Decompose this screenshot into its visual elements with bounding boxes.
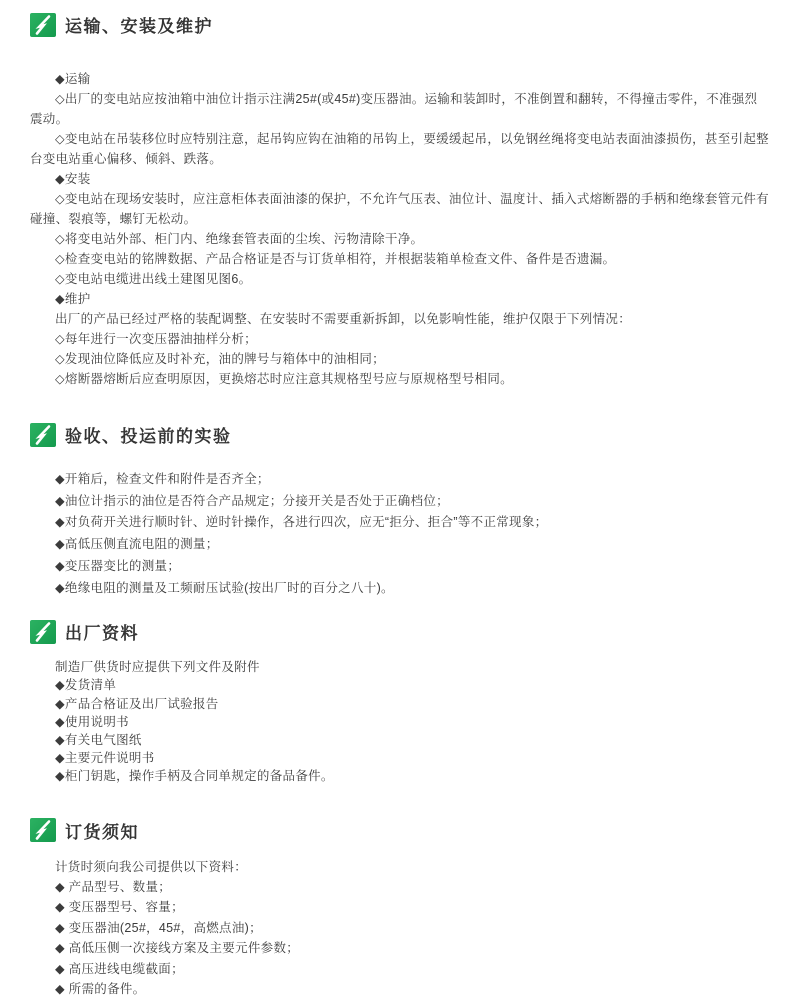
paragraph: ◆ 所需的备件。 [55,982,146,997]
paragraph: ◆有关电气图纸 [55,733,142,748]
section-header [30,818,770,843]
paragraph: ◇出厂的变电站应按油箱中油位计指示注满25#(或45#)变压器油。运输和装卸时，不准倒置和翻转，不得撞击零件，不准强烈震动。 [30,92,758,126]
section-header [30,422,770,447]
paragraph: ◆安装 [55,172,91,186]
paragraph: ◆ 变压器型号、容量； [55,900,184,915]
paragraph: ◆高低压侧直流电阻的测量； [55,537,219,552]
lightning-pulse-icon [30,13,56,37]
paragraph: ◆对负荷开关进行顺时针、逆时针操作，各进行四次，应无“拒分、拒合”等不正常现象； [55,515,548,530]
section-body [30,857,770,999]
paragraph: ◇变电站在吊装移位时应特别注意，起吊钩应钩在油箱的吊钩上，要缓缓起吊，以免钢丝绳将变电站表面油漆损伤，甚至引起整台变电站重心偏移、倾斜、跌落。 [30,132,769,166]
paragraph: ◆发货清单 [55,678,117,693]
paragraph: ◆柜门钥匙，操作手柄及合同单规定的备品备件。 [55,769,334,784]
paragraph: ◆油位计指示的油位是否符合产品规定；分接开关是否处于正确档位； [55,493,449,508]
paragraph: ◇熔断器熔断后应查明原因，更换熔芯时应注意其规格型号应与原规格型号相同。 [55,372,513,386]
section-transport-install-maintain [30,12,770,389]
paragraph: ◆开箱后，检查文件和附件是否齐全； [55,472,270,486]
paragraph: ◇每年进行一次变压器油抽样分析； [55,332,257,346]
paragraph: ◆ 高低压侧一次接线方案及主要元件参数； [55,941,300,956]
paragraph: 计货时须向我公司提供以下资料： [55,859,248,874]
section-body [30,658,770,785]
paragraph: ◆产品合格证及出厂试验报告 [55,696,219,711]
paragraph: ◆ 高压进线电缆截面； [55,961,184,976]
section-title: 验收、投运前的实验 [65,427,232,446]
paragraph: ◆运输 [55,72,91,86]
section-body [30,469,770,599]
lightning-pulse-icon [30,818,56,842]
lightning-pulse-icon [30,620,56,644]
paragraph: ◇变电站电缆进出线土建图见图6。 [55,272,252,286]
section-pre-commissioning-tests [30,422,770,599]
paragraph: ◇变电站在现场安装时，应注意柜体表面油漆的保护，不允许气压表、油位计、温度计、插入式熔断器的手柄和绝缘套管元件有碰撞、裂痕等，螺钉无松动。 [30,192,769,226]
paragraph: ◆变压器变比的测量； [55,558,181,573]
section-title: 订货须知 [65,822,139,842]
paragraph: ◇发现油位降低应及时补充，油的牌号与箱体中的油相同； [55,352,385,366]
paragraph: ◆绝缘电阻的测量及工频耐压试验(按出厂时的百分之八十)。 [55,580,394,595]
section-title: 出厂资料 [65,624,139,644]
paragraph: ◆ 变压器油(25#，45#，高燃点油)； [55,920,262,935]
paragraph: ◆维护 [55,292,91,306]
paragraph: ◆主要元件说明书 [55,751,155,766]
section-factory-documents [30,619,770,785]
paragraph: ◆ 产品型号、数量； [55,880,172,895]
paragraph: 制造厂供货时应提供下列文件及附件 [55,660,260,675]
lightning-pulse-icon [30,423,56,447]
paragraph: 出厂的产品已经过严格的装配调整、在安装时不需要重新拆卸，以免影响性能，维护仅限于下列情况： [55,312,632,326]
paragraph: ◇检查变电站的铭牌数据、产品合格证是否与订货单相符，并根据装箱单检查文件、备件是否遗漏。 [55,252,616,266]
section-ordering-notes [30,818,770,999]
section-header [30,619,770,644]
section-title: 运输、安装及维护 [65,17,213,36]
paragraph: ◇将变电站外部、柜门内、绝缘套管表面的尘埃、污物清除干净。 [55,232,424,246]
section-header [30,12,770,37]
paragraph: ◆使用说明书 [55,714,129,729]
section-body [30,69,770,389]
